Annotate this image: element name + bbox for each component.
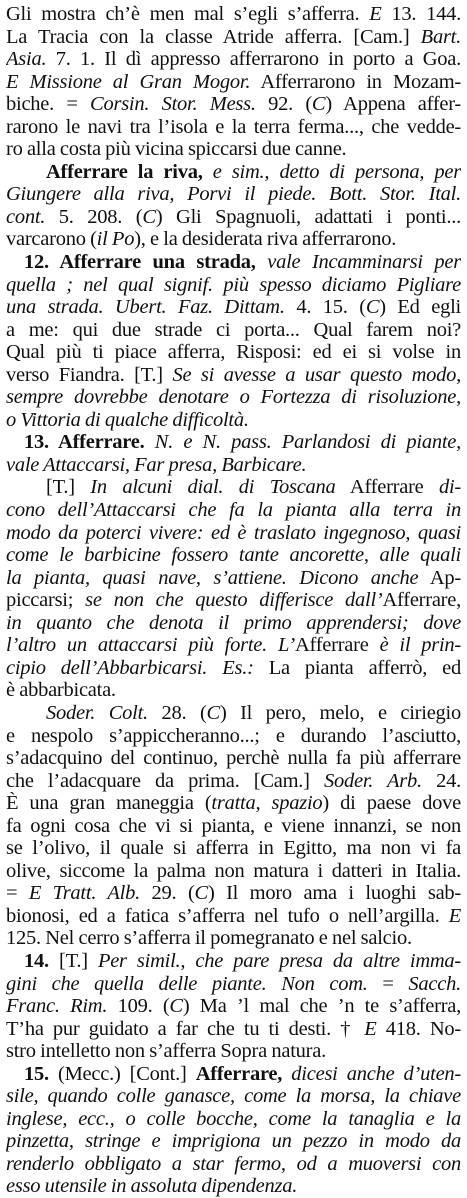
text-line: 14. [T.] Per simil., che pare presa da altre imma- xyxy=(24,949,461,972)
text-line: bionosi, ed a fatica s’afferra nel tufo o nell’argilla. E xyxy=(6,904,461,927)
text-line: Soder. Colt. 28. (C) Il pero, melo, e ciriegio xyxy=(46,701,461,724)
text-line: gini che quella delle piante. Non com. = Sacch. xyxy=(6,972,461,995)
text-line: T’ha pur guidato a far che tu ti desti. † E 418. No- xyxy=(6,1017,461,1040)
text-line: E Missione al Gran Mogor. Afferrarono in Mozam- xyxy=(6,70,461,93)
text-line: una strada. Ubert. Faz. Dittam. 4. 15. (C) Ed egli xyxy=(6,296,461,319)
text-line: = E Tratt. Alb. 29. (C) Il moro ama i luoghi sab- xyxy=(6,882,461,905)
text-line: 13. Afferrare. N. e N. pass. Parlandosi di piante, xyxy=(24,431,461,454)
text-line: la pianta, quasi nave, s’attiene. Dicono anche Ap- xyxy=(6,566,461,589)
text-line: pinzetta, stringe e imprigiona un pezzo in modo da xyxy=(6,1130,461,1153)
text-line: s’adacquino del continuo, perchè nulla fa più afferrare xyxy=(6,747,461,770)
text-line: vale Attaccarsi, Far presa, Barbicare. xyxy=(6,453,307,476)
text-line: La Tracia con la classe Atride afferra. [Cam.] Bart. xyxy=(6,25,461,48)
text-line: inglese, ecc., o colle bocche, come la tanaglia e la xyxy=(6,1107,461,1130)
text-line: cont. 5. 208. (C) Gli Spagnuoli, adattati i ponti... xyxy=(6,205,461,228)
text-line: Qual più ti piace afferra, Risposi: ed ei si volse in xyxy=(6,341,461,364)
text-line: cono dell’Attaccarsi che fa la pianta alla terra in xyxy=(6,499,461,522)
text-line: l’altro un attaccarsi più forte. L’Afferrare è il prin- xyxy=(6,634,461,657)
text-line: 15. (Mecc.) [Cont.] Afferrare, dicesi anche d’uten- xyxy=(24,1062,461,1085)
text-line: Gli mostra ch’è men mal s’egli s’afferra. E 13. 144. xyxy=(6,3,461,25)
text-line: ro alla costa più vicina spiccarsi due canne. xyxy=(6,138,347,161)
text-line: 12. Afferrare una strada, vale Incamminarsi per xyxy=(24,251,461,274)
text-line: renderlo obbligato a star fermo, od a muoversi con xyxy=(6,1152,461,1175)
text-line: stro intelletto non s’afferra Sopra natura. xyxy=(6,1040,326,1063)
text-line: biche. = Corsin. Stor. Mess. 92. (C) Appena affer- xyxy=(6,93,461,116)
text-line: verso Fiandra. [T.] Se si avesse a usar questo modo, xyxy=(6,363,461,386)
text-line: fa ogni cosa che vi si pianta, e viene innanzi, se non xyxy=(6,814,461,837)
text-line: sile, quando colle ganasce, come la morsa, la chiave xyxy=(6,1085,461,1108)
text-line: cipio dell’Abbarbicarsi. Es.: La pianta afferrò, ed xyxy=(6,656,461,679)
text-line: Afferrare la riva, e sim., detto di persona, per xyxy=(46,160,461,183)
text-line: sempre dovrebbe denotare o Fortezza di risoluzione, xyxy=(6,386,461,409)
text-line: modo da poterci vivere: ed è traslato ingegnoso, quasi xyxy=(6,521,461,544)
text-line: che l’adacquare da prima. [Cam.] Soder. Arb. 24. xyxy=(6,769,461,792)
text-line: Giungere alla riva, Porvi il piede. Bott. Stor. Ital. xyxy=(6,183,461,206)
text-column xyxy=(6,3,461,1198)
text-line: varcarono (il Po), e la desiderata riva afferrarono. xyxy=(6,228,397,251)
text-line: rarono le navi tra l’isola e la terra ferma..., che vedde- xyxy=(6,115,461,138)
text-line: se l’olivo, il quale si afferra in Egitto, ma non vi fa xyxy=(6,837,461,860)
text-line: esso utensile in assoluta dipendenza. xyxy=(6,1175,298,1198)
text-line: quella ; nel qual signif. più spesso diciamo Pigliare xyxy=(6,273,461,296)
text-line: in quanto che denota il primo apprendersi; dove xyxy=(6,611,461,634)
text-line: o Vittoria di qualche difficoltà. xyxy=(6,408,249,431)
text-line: piccarsi; se non che questo differisce dall’Afferrare, xyxy=(6,589,461,612)
text-line: a me: qui due strade ci porta... Qual farem noi? xyxy=(6,318,461,341)
text-line: come le barbicine fossero tante ancorette, alle quali xyxy=(6,544,461,567)
text-line: [T.] In alcuni dial. di Toscana Afferrare di- xyxy=(46,476,461,499)
text-line: È una gran maneggia (tratta, spazio) di paese dove xyxy=(6,792,461,815)
text-line: Asia. 7. 1. Il dì appresso afferrarono in porto a Goa. xyxy=(6,48,461,71)
text-line: 125. Nel cerro s’afferra il pomegranato e nel salcio. xyxy=(6,927,412,950)
text-line: olive, siccome la palma non matura i datteri in Italia. xyxy=(6,859,461,882)
text-line: è abbarbicata. xyxy=(6,679,116,702)
text-line: Franc. Rim. 109. (C) Ma ’l mal che ’n te s’afferra, xyxy=(6,995,461,1018)
text-line: e nespolo s’appiccheranno...; e durando l’asciutto, xyxy=(6,724,461,747)
